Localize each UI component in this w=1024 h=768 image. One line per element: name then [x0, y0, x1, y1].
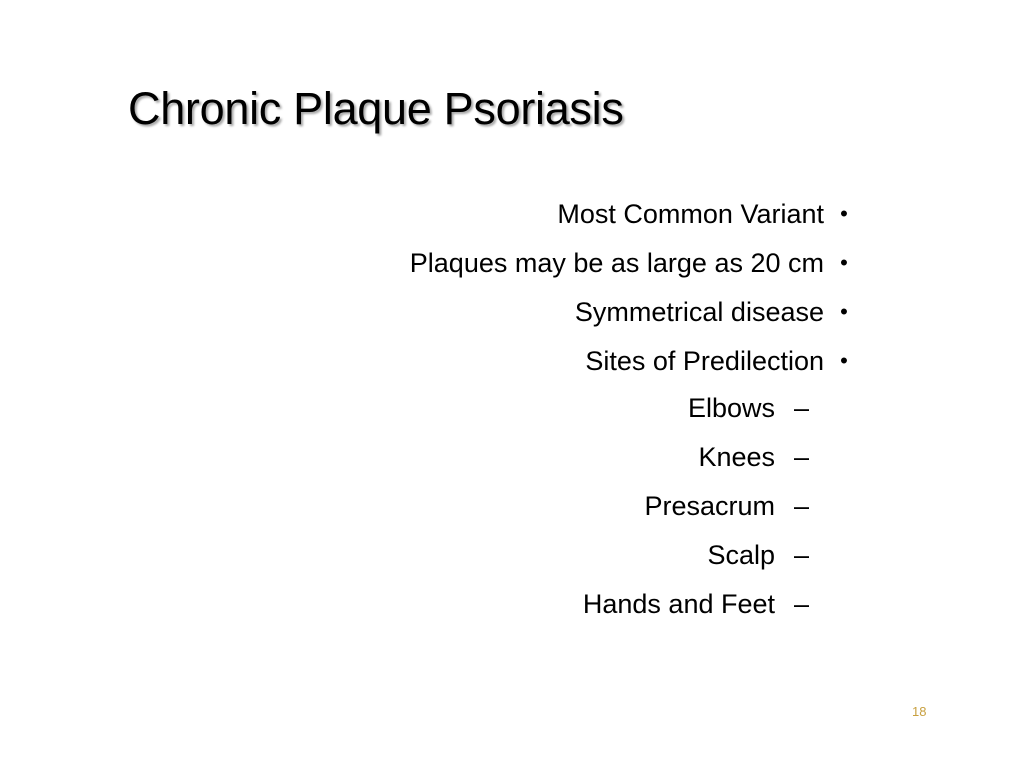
sub-bullet-text: Knees [698, 441, 775, 472]
list-item [583, 383, 809, 432]
bullet-icon: • [840, 298, 848, 324]
sub-bullet-text: Hands and Feet [582, 588, 775, 619]
sub-bullet-text: Scalp [707, 539, 775, 570]
bullet-text: Most Common Variant [557, 199, 824, 230]
dash-icon: – [793, 588, 809, 619]
dash-icon: – [793, 539, 809, 570]
bullet-text: Plaques may be as large as 20 cm [409, 248, 824, 279]
bullet-text: Symmetrical disease [574, 296, 824, 327]
sub-bullet-list [583, 383, 809, 628]
bullet-icon: • [840, 201, 848, 227]
list-item [583, 530, 809, 579]
page-number: 18 [912, 704, 927, 719]
bullet-icon: • [840, 347, 848, 373]
list-item [410, 336, 864, 385]
bullet-list [410, 190, 864, 385]
sub-bullet-text: Presacrum [644, 490, 775, 521]
list-item [410, 239, 864, 288]
list-item [583, 579, 809, 628]
dash-icon: – [793, 392, 809, 423]
dash-icon: – [793, 441, 809, 472]
list-item [410, 288, 864, 337]
bullet-icon: • [840, 250, 848, 276]
dash-icon: – [793, 490, 809, 521]
list-item [583, 432, 809, 481]
sub-bullet-text: Elbows [687, 392, 775, 423]
slide-title: Chronic Plaque Psoriasis [128, 83, 624, 134]
bullet-text: Sites of Predilection [585, 345, 824, 376]
list-item [410, 190, 864, 239]
list-item [583, 481, 809, 530]
